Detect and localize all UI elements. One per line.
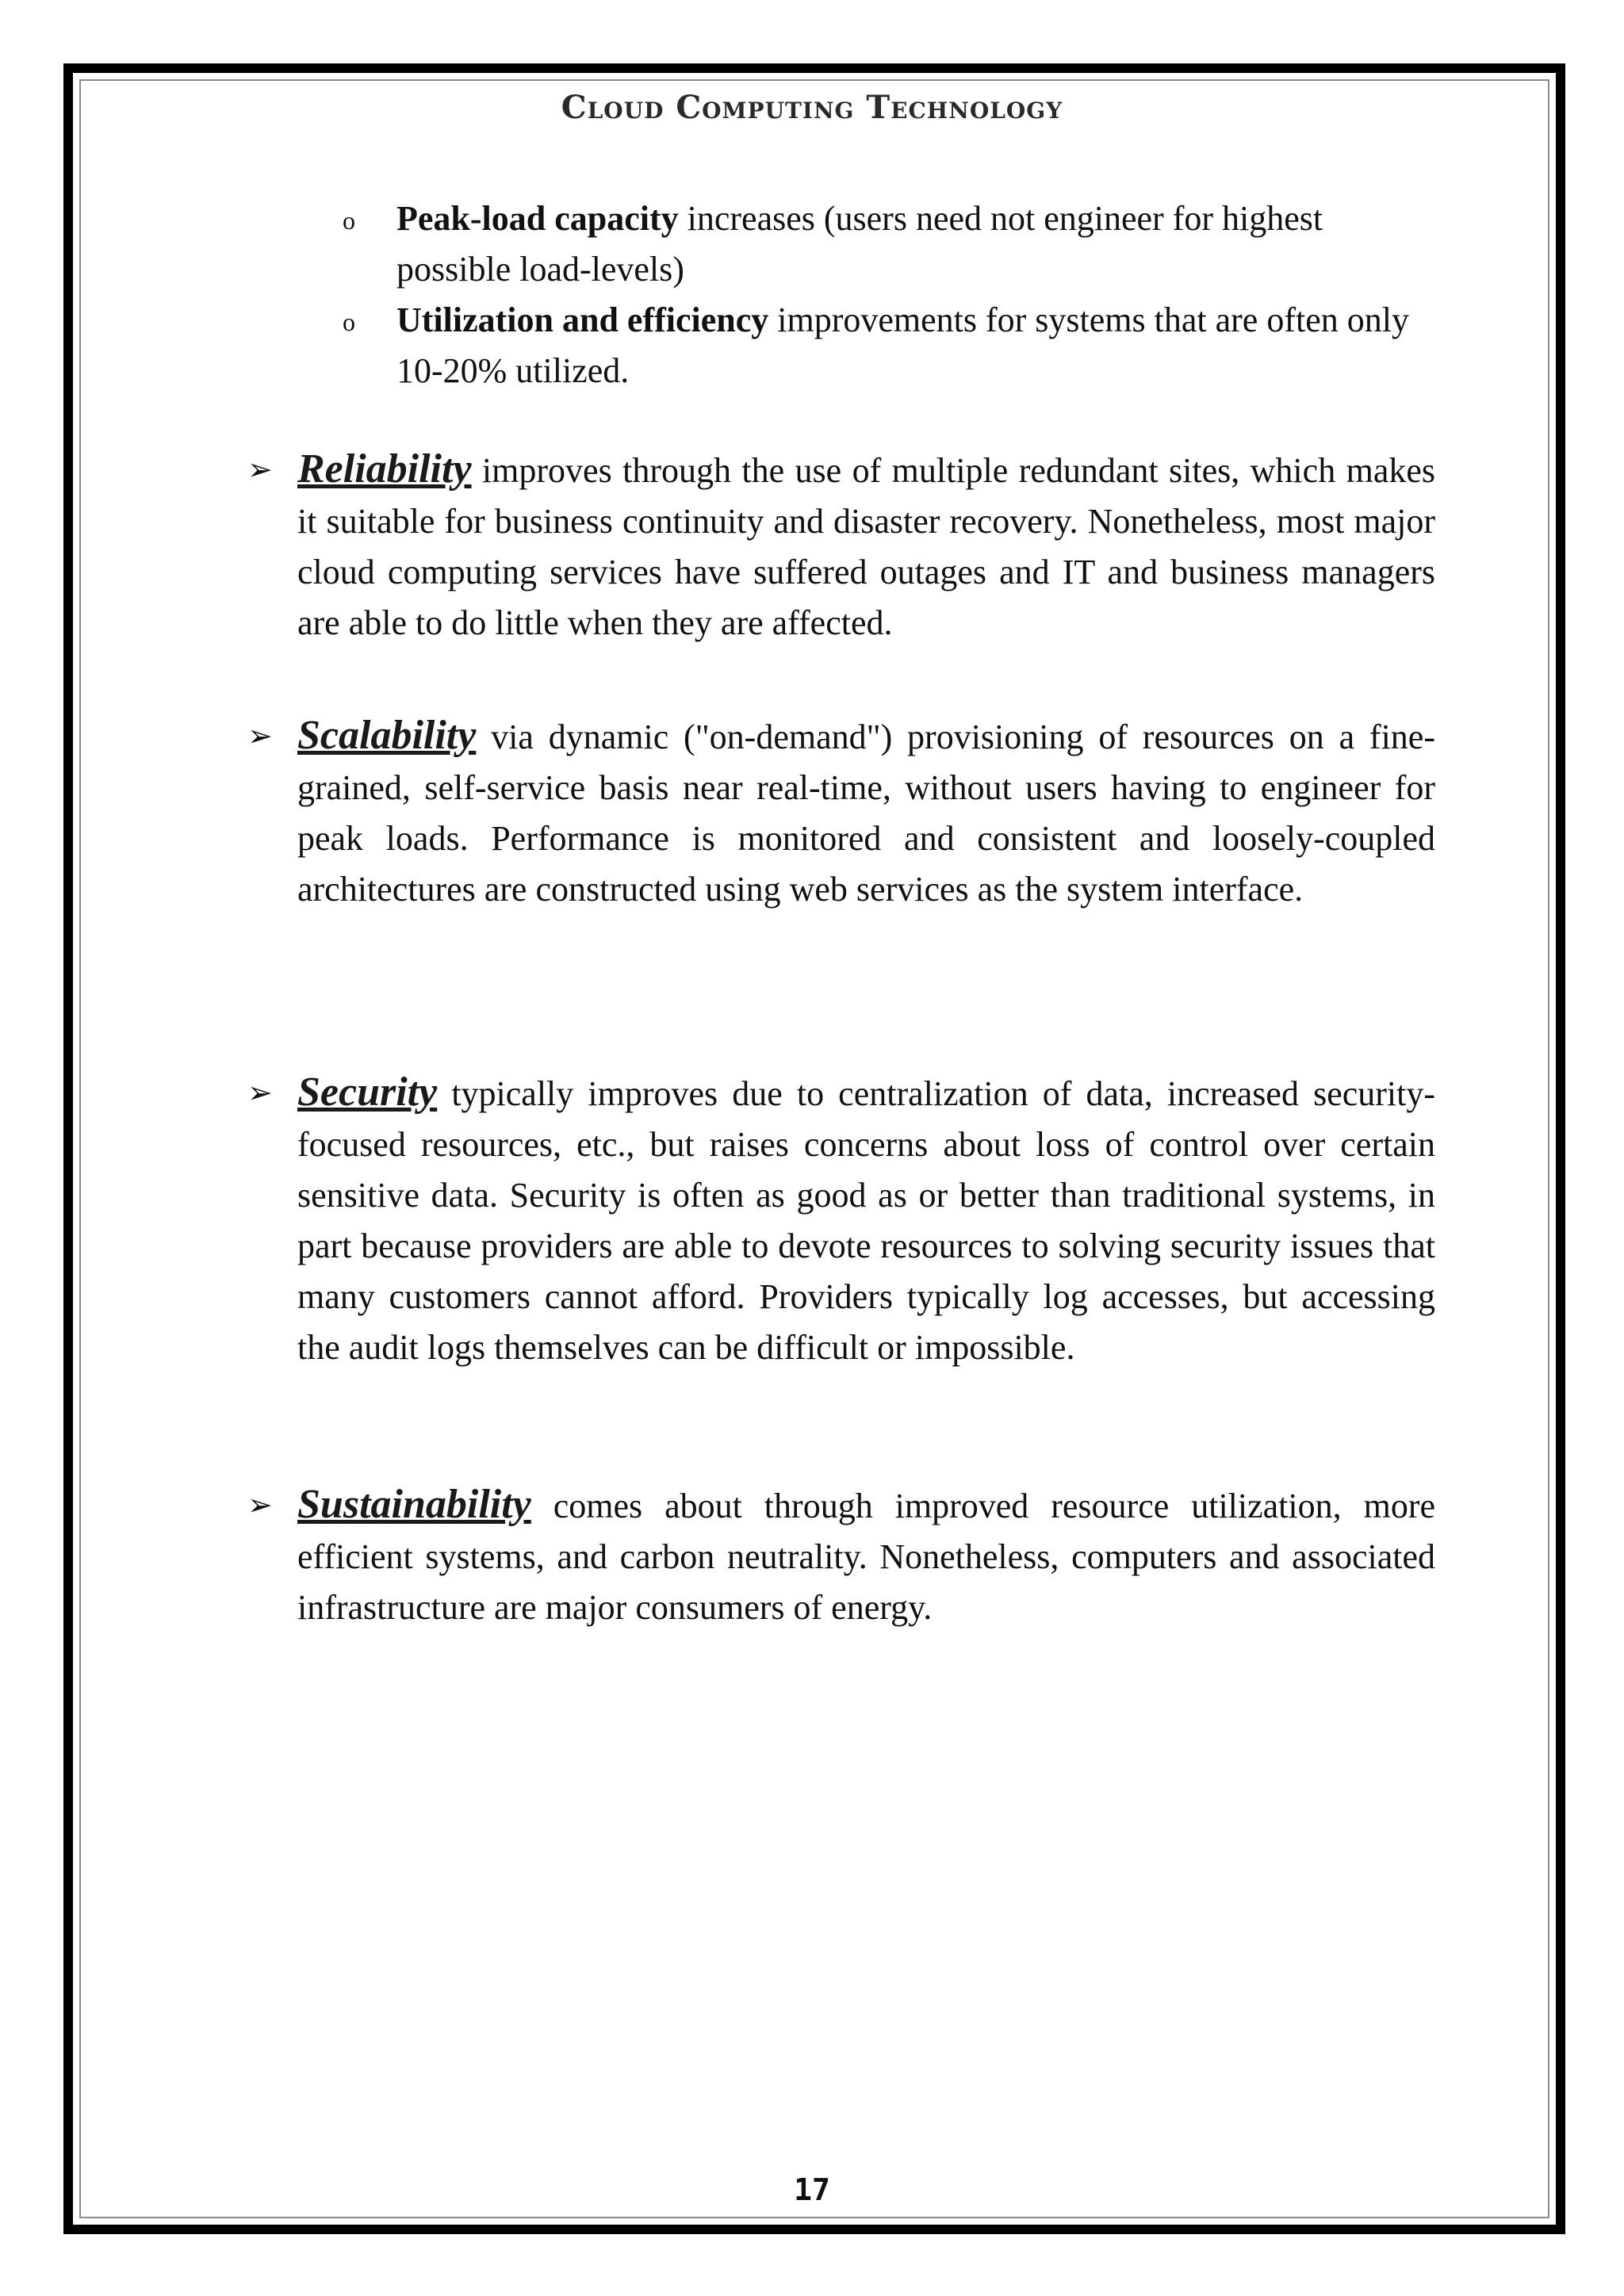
arrow-bullet-icon: ➢: [247, 1075, 273, 1110]
item-text: comes about through improved resource utilization, more efficient systems, and carbon neutrality. Nonetheless, computers and associated infrastructure are major consumers of energy.: [297, 1487, 1435, 1627]
bullet-item-scalability: [247, 710, 1435, 915]
bullet-item-reliability: [247, 444, 1435, 649]
arrow-bullet-icon: ➢: [247, 1487, 273, 1522]
arrow-bullet-icon: ➢: [247, 718, 273, 753]
item-text: via dynamic ("on-demand") provisioning of resources on a fine-grained, self-service basis near real-time, without users having to engineer for peak loads. Performance is monitored and consistent and loosely-coupled architectures are constructed using web services as the system interface.: [297, 718, 1435, 909]
page-header-title: Cloud Computing Technology: [561, 89, 1063, 126]
item-term: Scalability: [297, 713, 477, 758]
sub-bullet-list: [343, 193, 1435, 396]
item-term: Security: [297, 1070, 438, 1115]
sub-item-bold: Utilization and efficiency: [396, 300, 769, 339]
item-text: typically improves due to centralization of data, increased security-focused resources, etc., but raises concerns about loss of control over certain sensitive data. Security is often as good as or better than traditional systems, in part because providers are able to devote resources to solving security issues that many customers cannot afford. Providers typically log accesses, but accessing the audit logs themselves can be difficult or impossible.: [297, 1074, 1435, 1367]
bullet-item-sustainability: [247, 1479, 1435, 1633]
arrow-bullet-icon: ➢: [247, 452, 273, 487]
sub-item-bold: Peak-load capacity: [396, 199, 679, 238]
item-term: Sustainability: [297, 1482, 531, 1527]
sub-bullet-item: [343, 193, 1435, 295]
page-number: 17: [794, 2172, 830, 2207]
bullet-item-security: [247, 1067, 1435, 1373]
item-term: Reliability: [297, 446, 472, 492]
sub-item-text: increases (users need not engineer for highest possible load-levels): [396, 199, 1323, 289]
sub-bullet-item: [343, 295, 1435, 396]
circle-bullet-icon: o: [343, 308, 355, 336]
circle-bullet-icon: o: [343, 206, 355, 235]
item-text: improves through the use of multiple redundant sites, which makes it suitable for business continuity and disaster recovery. Nonetheless, most major cloud computing services have suffered outages and IT and business managers are able to do little when they are affected.: [297, 451, 1435, 642]
sub-item-text: improvements for systems that are often only 10-20% utilized.: [396, 300, 1409, 390]
